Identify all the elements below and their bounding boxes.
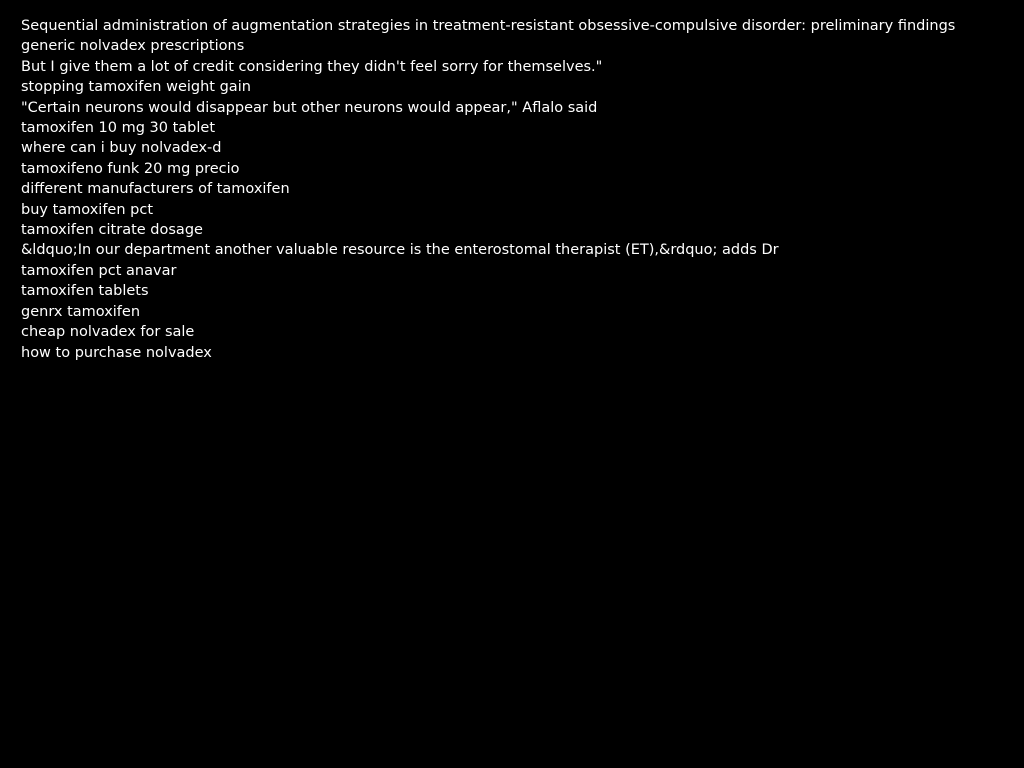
text-line: tamoxifen pct anavar (21, 262, 177, 279)
text-line: tamoxifeno funk 20 mg precio (21, 160, 240, 177)
text-line: where can i buy nolvadex-d (21, 140, 222, 157)
text-line: different manufacturers of tamoxifen (21, 181, 290, 198)
text-line: Sequential administration of augmentation strategies in treatment-resistant obsessive-compulsive disorder: preliminary findings (21, 18, 956, 34)
text-line: tamoxifen citrate dosage (21, 222, 203, 239)
text-line: But I give them a lot of credit considering they didn't feel sorry for themselves." (21, 58, 603, 75)
text-line: how to purchase nolvadex (21, 344, 212, 361)
text-line: generic nolvadex prescriptions (21, 38, 245, 55)
text-line: tamoxifen tablets (21, 283, 149, 300)
text-lines (21, 16, 1011, 363)
text-line: &ldquo;In our department another valuable resource is the enterostomal therapist (ET),&rdquo; adds Dr (21, 242, 779, 259)
text-line: genrx tamoxifen (21, 303, 141, 320)
text-line: cheap nolvadex for sale (21, 324, 195, 341)
text-line: stopping tamoxifen weight gain (21, 79, 251, 96)
text-line: tamoxifen 10 mg 30 tablet (21, 120, 216, 137)
text-line: buy tamoxifen pct (21, 201, 154, 218)
text-line: "Certain neurons would disappear but other neurons would appear," Aflalo said (21, 99, 598, 116)
